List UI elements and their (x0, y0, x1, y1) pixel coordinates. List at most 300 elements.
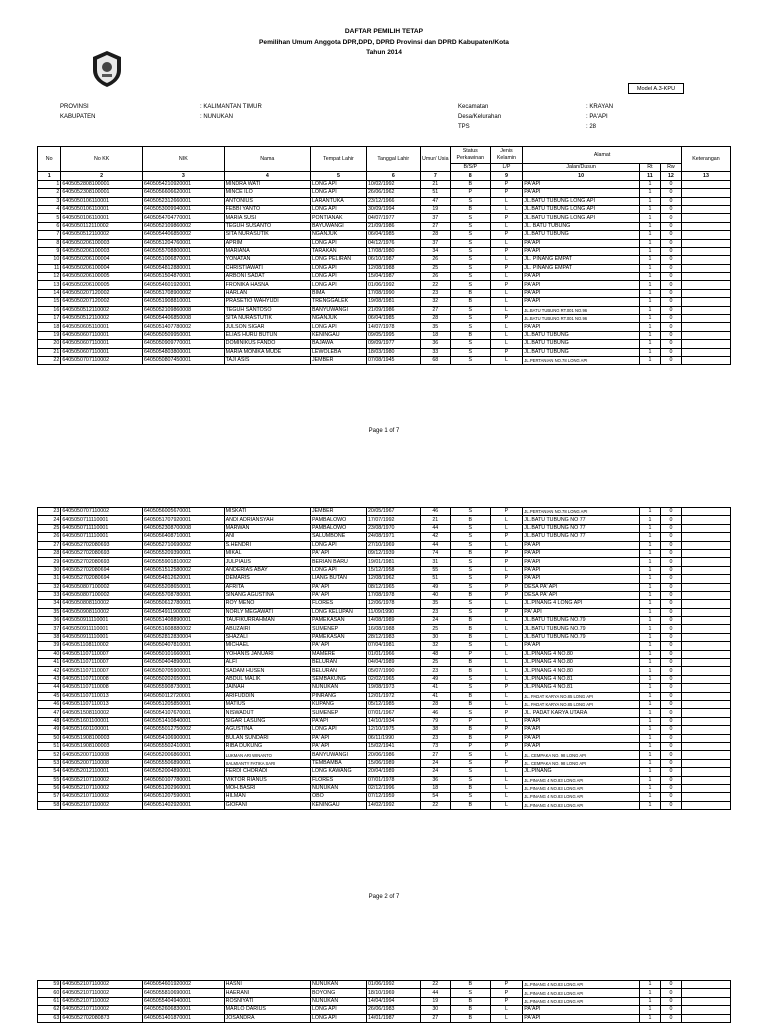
cell-umur: 27 (420, 751, 450, 759)
cell-rw: 0 (660, 997, 681, 1005)
cell-status: B (450, 289, 490, 297)
cell-jenis-kelamin: L (490, 323, 523, 331)
table-row (38, 591, 731, 599)
cell-umur: 73 (420, 742, 450, 750)
cell-tanggal-lahir: 19/08/1973 (366, 684, 420, 692)
cell-alamat: JL.PINANG 4 NO.83 LONG API (523, 793, 640, 801)
cell-tanggal-lahir: 07/01/1978 (366, 776, 420, 784)
cell-alamat: JL.PINANG (523, 768, 640, 776)
cell-nama: GIOFANI (224, 801, 310, 809)
cell-rt: 1 (639, 692, 660, 700)
cell-alamat: JL. PINANG EMPAT (523, 264, 640, 272)
meta-value: : KALIMANTAN TIMUR (200, 104, 262, 110)
cell-tanggal-lahir: 26/06/1983 (366, 1006, 420, 1014)
table-row (38, 633, 731, 641)
cell-umur: 37 (420, 214, 450, 222)
cell-jenis-kelamin: L (490, 340, 523, 348)
cell-status: S (450, 524, 490, 532)
cell-jenis-kelamin: P (490, 608, 523, 616)
cell-keterangan (681, 989, 730, 997)
cell-rt: 1 (639, 793, 660, 801)
cell-no-kk: 6405050808110002 (61, 600, 143, 608)
cell-no: 41 (38, 659, 61, 667)
cell-no-kk: 6405052107110002 (61, 784, 143, 792)
cell-rt: 1 (639, 306, 660, 314)
cell-rw: 0 (660, 298, 681, 306)
cell-tanggal-lahir: 17/08/1980 (366, 247, 420, 255)
cell-tempat-lahir: TEMBAMBA (310, 759, 366, 767)
cell-no-kk: 6405050911110001 (61, 633, 143, 641)
cell-rw: 0 (660, 784, 681, 792)
cell-tempat-lahir: BAJAWA (310, 340, 366, 348)
cell-nik: 6405054406850008 (142, 315, 224, 323)
cell-umur: 24 (420, 759, 450, 767)
cell-rw: 0 (660, 989, 681, 997)
cell-rw: 0 (660, 583, 681, 591)
cell-keterangan (681, 608, 730, 616)
cell-nama: ROSNIYATI (224, 997, 310, 1005)
cell-keterangan (681, 1006, 730, 1014)
cell-tanggal-lahir: 04/07/1977 (366, 214, 420, 222)
cell-tempat-lahir: PA' API (310, 583, 366, 591)
cell-nik: 6405051407780002 (142, 323, 224, 331)
cell-alamat: PA'API (523, 558, 640, 566)
cell-rt: 1 (639, 541, 660, 549)
cell-jenis-kelamin: P (490, 180, 523, 188)
table-row (38, 981, 731, 989)
table-row (38, 340, 731, 348)
cell-tempat-lahir: PA' API (310, 549, 366, 557)
cell-no: 32 (38, 583, 61, 591)
cell-tempat-lahir: BANYUWANGI (310, 751, 366, 759)
table-row (38, 600, 731, 608)
col-number: 6 (366, 172, 420, 180)
cell-rw: 0 (660, 524, 681, 532)
cell-no-kk: 6405050106110001 (61, 205, 143, 213)
cell-tempat-lahir: PAMEKASAN (310, 617, 366, 625)
cell-nik: 6405051707920001 (142, 516, 224, 524)
table-row (38, 659, 731, 667)
cell-nama: MARLO DARIUS (224, 1006, 310, 1014)
cell-nama: ARBONI SADAT (224, 273, 310, 281)
cell-keterangan (681, 516, 730, 524)
cell-rt: 1 (639, 231, 660, 239)
cell-tanggal-lahir: 09/09/1977 (366, 340, 420, 348)
cell-keterangan (681, 692, 730, 700)
cell-tempat-lahir: FLORES (310, 776, 366, 784)
cell-no-kk: 6405050206100004 (61, 256, 143, 264)
cell-jenis-kelamin: P (490, 549, 523, 557)
col-number: 3 (142, 172, 224, 180)
document-page-1 (0, 0, 768, 440)
cell-keterangan (681, 617, 730, 625)
cell-alamat: JL.PINANG 4 NO.83 LONG API (523, 989, 640, 997)
cell-nama: VIKTOR RIANUS (224, 776, 310, 784)
cell-rw: 0 (660, 659, 681, 667)
cell-tempat-lahir: LONG API (310, 239, 366, 247)
cell-umur: 26 (420, 256, 450, 264)
cell-umur: 38 (420, 726, 450, 734)
cell-jenis-kelamin: L (490, 659, 523, 667)
cell-keterangan (681, 180, 730, 188)
meta-label: PROVINSI (60, 104, 89, 110)
table-row (38, 180, 731, 188)
cell-rw: 0 (660, 617, 681, 625)
cell-alamat: JL.PINANG 4 LONG API (523, 600, 640, 608)
cell-no: 17 (38, 315, 61, 323)
cell-jenis-kelamin: P (490, 997, 523, 1005)
cell-tempat-lahir: LONG API (310, 1014, 366, 1022)
cell-tanggal-lahir: 19/01/1981 (366, 558, 420, 566)
cell-tanggal-lahir: 06/04/1985 (366, 231, 420, 239)
cell-tanggal-lahir: 23/08/1970 (366, 524, 420, 532)
cell-rw: 0 (660, 508, 681, 516)
cell-jenis-kelamin: P (490, 591, 523, 599)
table-row (38, 566, 731, 574)
cell-umur: 23 (420, 289, 450, 297)
col-number: 9 (490, 172, 523, 180)
col-subheader: L/P (490, 164, 523, 172)
cell-umur: 21 (420, 180, 450, 188)
cell-no: 61 (38, 997, 61, 1005)
cell-nik: 6405051205850001 (142, 700, 224, 708)
table-row (38, 726, 731, 734)
cell-keterangan (681, 231, 730, 239)
document-page-2 (0, 505, 768, 905)
cell-status: S (450, 675, 490, 683)
cell-nik: 6405051401870001 (142, 1014, 224, 1022)
cell-tanggal-lahir: 11/09/1990 (366, 608, 420, 616)
cell-status: S (450, 989, 490, 997)
cell-jenis-kelamin: L (490, 222, 523, 230)
cell-nik: 6405052109860002 (142, 222, 224, 230)
cell-rt: 1 (639, 591, 660, 599)
cell-no-kk: 6405050512110002 (61, 306, 143, 314)
cell-alamat: JL.PERTANIAN NO.78 LONG API (523, 508, 640, 516)
cell-keterangan (681, 667, 730, 675)
cell-nama: ARIFUDDIN (224, 692, 310, 700)
table-row (38, 751, 731, 759)
cell-nama: JOSANDRA (224, 1014, 310, 1022)
cell-tanggal-lahir: 14/01/1987 (366, 1014, 420, 1022)
col-number: 10 (523, 172, 640, 180)
cell-nama: DOMINIKUS FANDO (224, 340, 310, 348)
title-line-3: Tahun 2014 (366, 49, 402, 56)
cell-tanggal-lahir: 26/06/1962 (366, 189, 420, 197)
col-header: Alamat (523, 147, 682, 164)
cell-tanggal-lahir: 12/08/1988 (366, 264, 420, 272)
cell-nama: ANTONIUS (224, 197, 310, 205)
cell-rw: 0 (660, 751, 681, 759)
cell-jenis-kelamin: L (490, 617, 523, 625)
cell-nik: 6405050202650001 (142, 675, 224, 683)
cell-nama: MICHAEL (224, 642, 310, 650)
cell-keterangan (681, 793, 730, 801)
cell-nama: MARIANA (224, 247, 310, 255)
cell-status: B (450, 549, 490, 557)
cell-no-kk: 6405052007110008 (61, 751, 143, 759)
cell-nik: 6405050509950001 (142, 331, 224, 339)
cell-jenis-kelamin: L (490, 642, 523, 650)
cell-no-kk: 6405052007110008 (61, 759, 143, 767)
cell-tempat-lahir: MAMERE (310, 650, 366, 658)
cell-status: B (450, 997, 490, 1005)
cell-tanggal-lahir: 06/10/1987 (366, 256, 420, 264)
cell-jenis-kelamin: L (490, 650, 523, 658)
cell-rt: 1 (639, 989, 660, 997)
col-header: No (38, 147, 61, 172)
cell-status: B (450, 1014, 490, 1022)
cell-tanggal-lahir: 08/12/1965 (366, 583, 420, 591)
cell-no: 50 (38, 734, 61, 742)
cell-nik: 6405053009940001 (142, 205, 224, 213)
cell-tempat-lahir: LIANG BUTAN (310, 575, 366, 583)
cell-rt: 1 (639, 659, 660, 667)
cell-rw: 0 (660, 533, 681, 541)
cell-nik: 6405051708900002 (142, 289, 224, 297)
cell-rw: 0 (660, 180, 681, 188)
cell-rw: 0 (660, 549, 681, 557)
cell-tempat-lahir: LONG API (310, 189, 366, 197)
cell-rw: 0 (660, 256, 681, 264)
cell-rt: 1 (639, 675, 660, 683)
table-row (38, 709, 731, 717)
cell-tanggal-lahir: 21/09/1986 (366, 306, 420, 314)
cell-status: B (450, 700, 490, 708)
cell-jenis-kelamin: P (490, 981, 523, 989)
col-subheader: B/S/P (450, 164, 490, 172)
cell-nama: ANDI ADRIANSYAH (224, 516, 310, 524)
cell-tempat-lahir: LONG KELUPAN (310, 608, 366, 616)
cell-status: B (450, 180, 490, 188)
cell-no-kk: 6405050206100003 (61, 247, 143, 255)
cell-tempat-lahir: BAYUWANGI (310, 222, 366, 230)
cell-rt: 1 (639, 608, 660, 616)
cell-no-kk: 6405052107110002 (61, 793, 143, 801)
cell-tanggal-lahir: 20/06/1986 (366, 751, 420, 759)
cell-keterangan (681, 298, 730, 306)
cell-nik: 6405056606620001 (142, 189, 224, 197)
cell-keterangan (681, 981, 730, 989)
cell-rw: 0 (660, 197, 681, 205)
cell-keterangan (681, 997, 730, 1005)
cell-rt: 1 (639, 524, 660, 532)
cell-keterangan (681, 742, 730, 750)
cell-jenis-kelamin: L (490, 633, 523, 641)
cell-tempat-lahir: PA' API (310, 591, 366, 599)
cell-umur: 19 (420, 997, 450, 1005)
cell-tanggal-lahir: 17/08/1990 (366, 289, 420, 297)
cell-umur: 49 (420, 675, 450, 683)
cell-no-kk: 6405050807100002 (61, 591, 143, 599)
meta-label: Kecamatan (458, 104, 489, 110)
cell-alamat: JL.BATU TUBUNG NO 77 (523, 524, 640, 532)
cell-no: 19 (38, 331, 61, 339)
cell-alamat: PA'API (523, 742, 640, 750)
col-header: Nama (224, 147, 310, 172)
table-row (38, 768, 731, 776)
table-row (38, 298, 731, 306)
cell-tempat-lahir: NUNUKAN (310, 684, 366, 692)
cell-alamat: JL.BATU TUBUNG NO 77 (523, 533, 640, 541)
cell-tanggal-lahir: 16/08/1988 (366, 625, 420, 633)
cell-no-kk: 6405052107110002 (61, 801, 143, 809)
cell-alamat: JL. CEMPAKA NO. 98 LONG API (523, 759, 640, 767)
table-row (38, 734, 731, 742)
cell-nik: 6405050107780001 (142, 776, 224, 784)
cell-alamat: JL.BATU TUBUNG (523, 340, 640, 348)
cell-no: 34 (38, 600, 61, 608)
cell-umur: 68 (420, 356, 450, 364)
cell-keterangan (681, 726, 730, 734)
cell-jenis-kelamin: L (490, 566, 523, 574)
cell-nik: 6405052710690002 (142, 541, 224, 549)
table-row (38, 776, 731, 784)
cell-rw: 0 (660, 700, 681, 708)
cell-jenis-kelamin: P (490, 989, 523, 997)
cell-no: 45 (38, 692, 61, 700)
cell-nik: 6405052308700008 (142, 524, 224, 532)
cell-no-kk: 6405050512110002 (61, 315, 143, 323)
cell-nama: FEBBI YANTO (224, 205, 310, 213)
cell-tempat-lahir: PAMEKASAN (310, 633, 366, 641)
cell-keterangan (681, 273, 730, 281)
cell-nik: 6405052004890001 (142, 768, 224, 776)
cell-tempat-lahir: LONG API (310, 205, 366, 213)
cell-keterangan (681, 348, 730, 356)
cell-no-kk: 6405050106110001 (61, 214, 143, 222)
cell-no: 20 (38, 340, 61, 348)
cell-nama: SITA NURASUTIK (224, 231, 310, 239)
cell-rw: 0 (660, 289, 681, 297)
cell-alamat: JL.PINANG 4 NO.83 LONG API (523, 801, 640, 809)
cell-keterangan (681, 700, 730, 708)
cell-rw: 0 (660, 726, 681, 734)
cell-jenis-kelamin: L (490, 356, 523, 364)
cell-no-kk: 6405051107110008 (61, 684, 143, 692)
cell-alamat: PA'API (523, 239, 640, 247)
cell-jenis-kelamin: P (490, 264, 523, 272)
cell-status: S (450, 231, 490, 239)
cell-alamat: PA'API (523, 549, 640, 557)
cell-umur: 32 (420, 298, 450, 306)
cell-alamat: JL.PINANG 4 NO.83 LONG API (523, 784, 640, 792)
cell-status: S (450, 222, 490, 230)
cell-status: S (450, 239, 490, 247)
cell-no-kk: 6405051107110007 (61, 667, 143, 675)
cell-nama: HARLAN (224, 289, 310, 297)
cell-umur: 32 (420, 642, 450, 650)
cell-tanggal-lahir: 02/02/1965 (366, 675, 420, 683)
cell-no: 36 (38, 617, 61, 625)
cell-nik: 6405055708800001 (142, 247, 224, 255)
cell-no: 43 (38, 675, 61, 683)
cell-rt: 1 (639, 508, 660, 516)
cell-nik: 6405051204760001 (142, 239, 224, 247)
cell-umur: 35 (420, 323, 450, 331)
cell-nama: TEGUH SANTOSO (224, 306, 310, 314)
cell-no: 33 (38, 591, 61, 599)
table-row (38, 675, 731, 683)
cell-nik: 6405054812880001 (142, 264, 224, 272)
cell-rt: 1 (639, 717, 660, 725)
cell-jenis-kelamin: L (490, 273, 523, 281)
cell-no: 25 (38, 524, 61, 532)
cell-keterangan (681, 205, 730, 213)
cell-keterangan (681, 558, 730, 566)
meta-label: KABUPATEN (60, 114, 96, 120)
cell-jenis-kelamin: P (490, 558, 523, 566)
cell-nama: MOH.BASRI (224, 784, 310, 792)
table-row (38, 650, 731, 658)
cell-rw: 0 (660, 642, 681, 650)
cell-tanggal-lahir: 24/08/1971 (366, 533, 420, 541)
meta-value: : NUNUKAN (200, 114, 234, 120)
cell-keterangan (681, 650, 730, 658)
cell-nik: 6405054812620001 (142, 575, 224, 583)
cell-rw: 0 (660, 214, 681, 222)
cell-status: S (450, 608, 490, 616)
cell-rw: 0 (660, 667, 681, 675)
cell-keterangan (681, 709, 730, 717)
cell-alamat: DESA PA' API (523, 591, 640, 599)
cell-nik: 6405056408710001 (142, 533, 224, 541)
cell-rw: 0 (660, 675, 681, 683)
cell-keterangan (681, 214, 730, 222)
cell-status: S (450, 323, 490, 331)
cell-status: S (450, 793, 490, 801)
cell-no-kk: 6405050605110001 (61, 323, 143, 331)
cell-no: 58 (38, 801, 61, 809)
cell-status: S (450, 751, 490, 759)
cell-tempat-lahir: TRENGGALEK (310, 298, 366, 306)
cell-status: S (450, 256, 490, 264)
cell-jenis-kelamin: P (490, 214, 523, 222)
cell-tempat-lahir: SUMENEP (310, 709, 366, 717)
cell-alamat: JL. BATU TUBUNG (523, 222, 640, 230)
cell-no-kk: 6405051601100001 (61, 717, 143, 725)
cell-nik: 6405051207590001 (142, 793, 224, 801)
cell-tempat-lahir: BIMA (310, 289, 366, 297)
cell-alamat: PA'API (523, 726, 640, 734)
cell-no-kk: 6405050206100004 (61, 264, 143, 272)
cell-rw: 0 (660, 231, 681, 239)
col-number: 1 (38, 172, 61, 180)
cell-rt: 1 (639, 298, 660, 306)
cell-no: 23 (38, 508, 61, 516)
cell-no-kk: 6405050711110001 (61, 533, 143, 541)
voter-table (37, 146, 731, 365)
table-row (38, 323, 731, 331)
cell-keterangan (681, 306, 730, 314)
voter-rows (38, 508, 731, 810)
cell-umur: 25 (420, 625, 450, 633)
cell-umur: 27 (420, 222, 450, 230)
col-header: No KK (61, 147, 143, 172)
cell-keterangan (681, 625, 730, 633)
table-row (38, 801, 731, 809)
table-row (38, 558, 731, 566)
cell-alamat: JL. PADAT KARYA NO.85 LONG API (523, 692, 640, 700)
model-label: Model A.3-KPU (628, 83, 684, 94)
cell-status: B (450, 298, 490, 306)
cell-rt: 1 (639, 348, 660, 356)
cell-keterangan (681, 197, 730, 205)
cell-rw: 0 (660, 239, 681, 247)
cell-no: 18 (38, 323, 61, 331)
cell-tanggal-lahir: 28/12/1983 (366, 633, 420, 641)
cell-nama: HILMAN (224, 793, 310, 801)
